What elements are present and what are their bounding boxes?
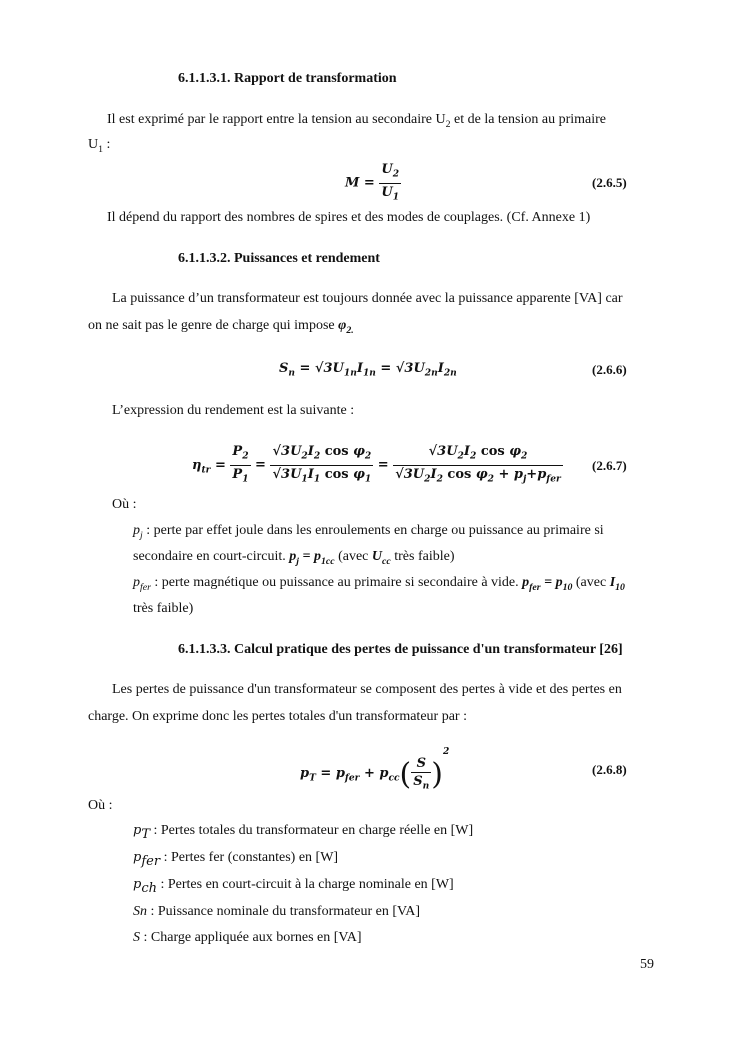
paragraph-rapport-line1: Il est exprimé par le rapport entre la tension au secondaire $U_2$ et de la tension au primaire — [107, 112, 606, 130]
paragraph-puissance-line1: La puissance d’un transformateur est toujours donnée avec la puissance apparente [VA] car — [112, 291, 623, 306]
definition-pj-line2: secondaire en court-circuit. $p_j = p_{1cc}$ (avec $U_{cc}$ très faible) — [133, 549, 455, 567]
page-number: 59 — [640, 957, 654, 972]
equation-label-2-6-7: (2.6.7) — [592, 458, 627, 473]
definition-pfer: $p_{fer}$ : Pertes fer (constantes) en [W] — [133, 850, 339, 869]
equation-label-2-6-6: (2.6.6) — [592, 362, 627, 377]
paragraph-pertes-line1: Les pertes de puissance d'un transformateur se composent des pertes à vide et des pertes en — [112, 682, 622, 697]
paragraph-depend: Il dépend du rapport des nombres de spires et des modes de couplages. (Cf. Annexe 1) — [107, 210, 591, 225]
label-ou-1: Où : — [112, 497, 137, 512]
equation-label-2-6-5: (2.6.5) — [592, 175, 627, 190]
definition-pch: $p_{ch}$ : Pertes en court-circuit à la charge nominale en [W] — [133, 877, 454, 896]
equation-pertes-totales: $p_T = p_{fer} + p_{cc}$( $\frac{S}{S_n}$ )$^2$ — [300, 746, 450, 792]
paragraph-puissance-line2: on ne sait pas le genre de charge qui impose $\varphi_{2.}$ — [88, 318, 354, 336]
paragraph-pertes-line2: charge. On exprime donc les pertes totales d'un transformateur par : — [88, 709, 467, 724]
heading-puissances-rendement: 6.1.1.3.2. Puissances et rendement — [178, 251, 380, 266]
definition-s: S : Charge appliquée aux bornes en [VA] — [133, 930, 362, 945]
equation-m-ratio: M = $\frac{U_2}{U_1}$ — [345, 162, 400, 203]
equation-sn: $S_n = √3U_{1n}I_{1n} = √3U_{2n}I_{2n}$ — [279, 361, 457, 379]
heading-rapport-transformation: 6.1.1.3.1. Rapport de transformation — [178, 71, 397, 86]
paragraph-rendement-intro: L’expression du rendement est la suivante : — [112, 403, 355, 418]
heading-calcul-pertes: 6.1.1.3.3. Calcul pratique des pertes de puissance d'un transformateur [26] — [178, 642, 623, 657]
equation-rendement: $\eta_{tr}$ = $\frac{P_2}{P_1}$ = $\frac{√3U_2I_2 \cos \varphi_2}{√3U_1I_1 \cos \varphi_1}$ = $\frac{√3U_2I_2 \cos \varphi_2}{√3U_2I_2 \cos \varphi_2 + p_j+p_{fer}}$ — [192, 444, 561, 485]
definition-pT: $p_T$ : Pertes totales du transformateur en charge réelle en [W] — [133, 823, 474, 842]
definition-pfer-line1: $p_{fer}$ : perte magnétique ou puissance au primaire si secondaire à vide. $p_{fer} = p_{10}$ (avec $I_{10}$ — [133, 575, 625, 593]
equation-label-2-6-8: (2.6.8) — [592, 762, 627, 777]
paragraph-rapport-line2: $U_1$ : — [88, 137, 111, 155]
label-ou-2: Où : — [88, 798, 113, 813]
definition-pj-line1: $p_j$ : perte par effet joule dans les enroulements en charge ou puissance au primaire si — [133, 523, 604, 541]
definition-pfer-line2: très faible) — [133, 601, 194, 616]
definition-sn: Sn : Puissance nominale du transformateur en [VA] — [133, 904, 421, 919]
